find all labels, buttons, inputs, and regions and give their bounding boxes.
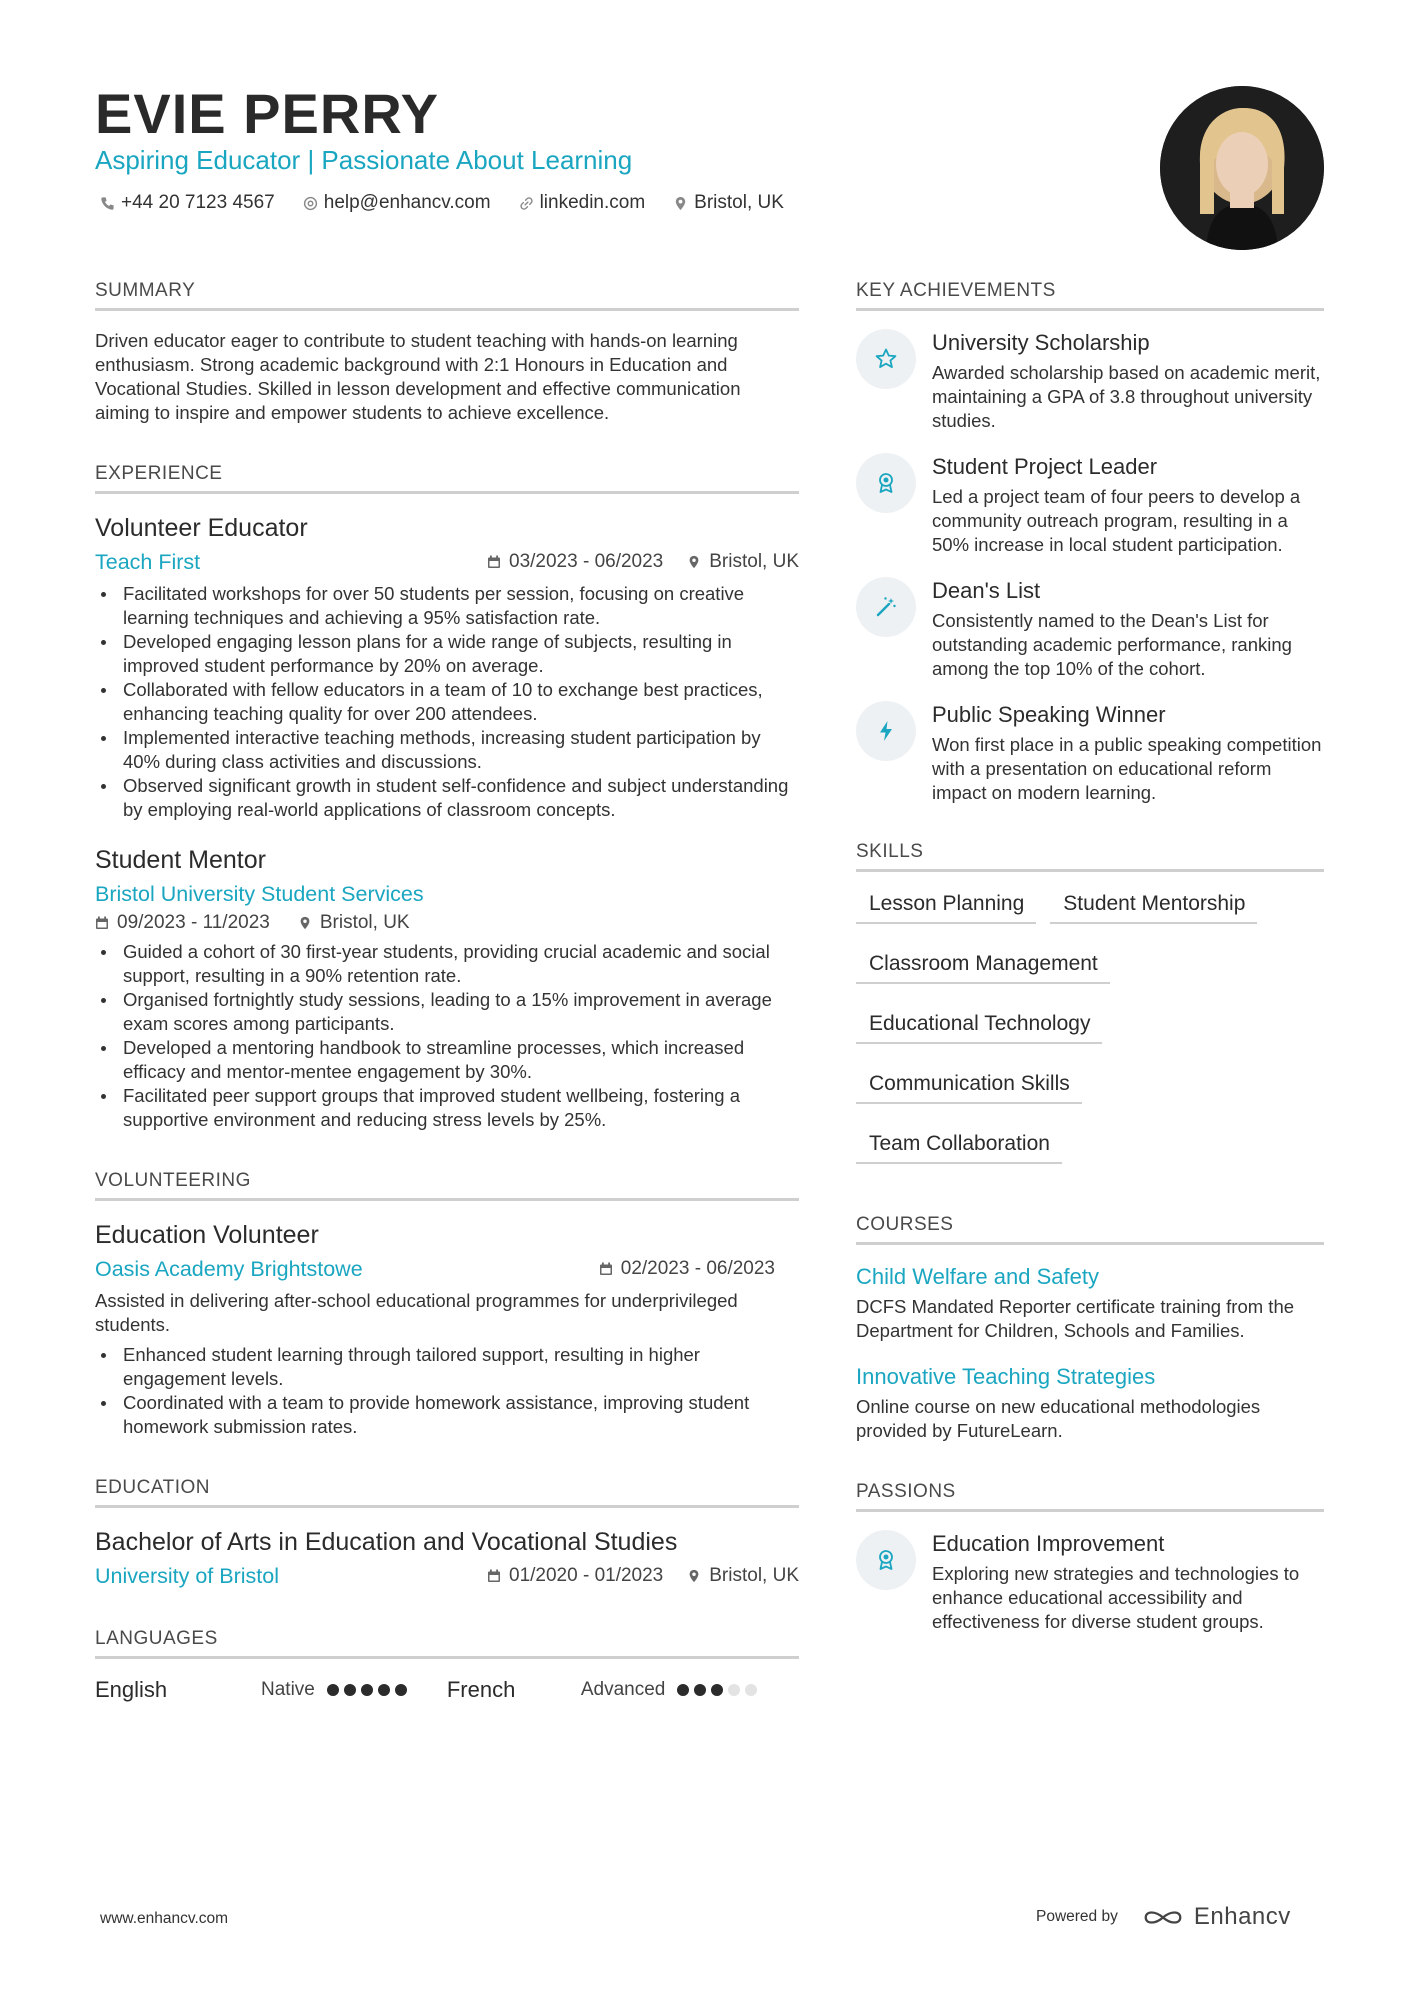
phone-text: +44 20 7123 4567 <box>121 192 275 213</box>
star-icon <box>874 347 898 371</box>
job-bullets <box>95 940 799 1132</box>
section-title-languages: LANGUAGES <box>95 1626 799 1659</box>
skill-tag: Lesson Planning <box>856 890 1036 924</box>
summary-section <box>95 278 799 425</box>
passions-section <box>856 1479 1324 1634</box>
list-item: Enhanced student learning through tailored support, resulting in higher engagement levels. <box>95 1343 799 1391</box>
volunteer-bullets <box>95 1343 799 1439</box>
list-item: Guided a cohort of 30 first-year students, providing crucial academic and social support, resulting in a 90% retention rate. <box>95 940 799 988</box>
rating-dot-filled <box>378 1684 390 1696</box>
achievement-icon <box>856 577 916 637</box>
achievement-item <box>856 577 1324 681</box>
calendar-icon <box>487 555 501 569</box>
location-pin-icon <box>687 555 701 569</box>
achievement-icon <box>856 329 916 389</box>
experience-entry <box>95 844 799 1132</box>
magic-wand-icon <box>874 595 898 619</box>
list-item: Developed engaging lesson plans for a wide range of subjects, resulting in improved student performance by 20% on average. <box>95 630 799 678</box>
achievement-body <box>932 701 1324 805</box>
location-pin-icon <box>298 916 312 930</box>
skill-tag: Student Mentorship <box>1050 890 1257 924</box>
rating-dot-filled <box>361 1684 373 1696</box>
rating-dot-filled <box>677 1684 689 1696</box>
achievement-icon <box>856 701 916 761</box>
section-title-skills: SKILLS <box>856 839 1324 872</box>
location-text: Bristol, UK <box>694 192 784 213</box>
experience-section <box>95 461 799 1132</box>
rating-dot-filled <box>344 1684 356 1696</box>
phone-icon <box>100 196 115 211</box>
volunteering-section <box>95 1168 799 1439</box>
avatar-portrait <box>1160 86 1324 250</box>
brand-name: Enhancv <box>1193 1903 1291 1930</box>
education-meta <box>487 1565 799 1587</box>
achievement-title: Dean's List <box>932 578 1041 603</box>
course-title: Child Welfare and Safety <box>856 1264 1099 1289</box>
achievement-item <box>856 329 1324 433</box>
section-title-achievements: KEY ACHIEVEMENTS <box>856 278 1324 311</box>
skill-tag: Team Collaboration <box>856 1130 1062 1164</box>
education-dates-text: 01/2020 - 01/2023 <box>509 1565 664 1586</box>
language-name: French <box>446 1677 516 1702</box>
achievement-desc: Won first place in a public speaking competition with a presentation on educational reform impact on modern learning. <box>932 734 1322 803</box>
job-dates-text: 09/2023 - 11/2023 <box>117 912 270 933</box>
company-name: Teach First <box>95 550 201 574</box>
job-title: Student Mentor <box>95 846 266 874</box>
volunteer-org: Oasis Academy Brightstowe <box>95 1257 363 1281</box>
job-location <box>687 551 799 573</box>
achievement-desc: Consistently named to the Dean's List for outstanding academic performance, ranking among the top 10% of the cohort. <box>932 610 1292 679</box>
passion-item <box>856 1530 1324 1634</box>
passion-body <box>932 1530 1324 1634</box>
job-location-text: Bristol, UK <box>319 912 410 933</box>
education-meta-row <box>95 1562 799 1590</box>
candidate-name: EVIE PERRY <box>95 82 440 145</box>
skill-tag: Communication Skills <box>856 1070 1082 1104</box>
section-title-experience: EXPERIENCE <box>95 461 799 494</box>
achievement-title: Public Speaking Winner <box>932 702 1166 727</box>
course-title: Innovative Teaching Strategies <box>856 1364 1156 1389</box>
achievement-body <box>932 577 1324 681</box>
skills-list <box>856 890 1324 1164</box>
list-item: Observed significant growth in student self-confidence and subject understanding by employing real-world applications of classroom concepts. <box>95 774 799 822</box>
experience-entry <box>95 512 799 822</box>
rating-dot-filled <box>327 1684 339 1696</box>
language-name: English <box>95 1677 168 1702</box>
brand-logo[interactable] <box>1140 1903 1291 1931</box>
course-item <box>856 1363 1324 1443</box>
location-pin-icon <box>673 196 688 211</box>
volunteer-dates-text: 02/2023 - 06/2023 <box>620 1258 775 1279</box>
contact-linkedin[interactable] <box>519 190 646 216</box>
education-section <box>95 1475 799 1590</box>
volunteer-dates <box>599 1258 775 1280</box>
course-desc: Online course on new educational methodologies provided by FutureLearn. <box>856 1396 1261 1441</box>
language-level: Advanced <box>580 1679 666 1700</box>
link-icon <box>519 196 534 211</box>
at-icon <box>303 196 318 211</box>
language-level: Native <box>261 1679 315 1700</box>
company-name: Bristol University Student Services <box>95 882 424 906</box>
left-column <box>95 278 799 1739</box>
school-name: University of Bristol <box>95 1564 279 1588</box>
volunteer-title: Education Volunteer <box>95 1221 319 1249</box>
contact-phone[interactable] <box>100 190 275 216</box>
language-rating <box>677 1684 757 1696</box>
list-item: Implemented interactive teaching methods, increasing student participation by 40% during class activities and discussions. <box>95 726 799 774</box>
section-title-volunteering: VOLUNTEERING <box>95 1168 799 1201</box>
job-location <box>298 912 410 934</box>
list-item: Organised fortnightly study sessions, leading to a 15% improvement in average exam scores among participants. <box>95 988 799 1036</box>
achievement-item <box>856 701 1324 805</box>
award-ribbon-icon <box>874 471 898 495</box>
award-ribbon-icon <box>874 1548 898 1572</box>
education-dates <box>487 1565 663 1587</box>
rating-dot-empty <box>728 1684 740 1696</box>
achievement-desc: Led a project team of four peers to develop a community outreach program, resulting in a 50% increase in local student participation. <box>932 486 1301 555</box>
achievement-icon <box>856 453 916 513</box>
section-title-education: EDUCATION <box>95 1475 799 1508</box>
job-dates-text: 03/2023 - 06/2023 <box>509 551 664 572</box>
calendar-icon <box>487 1569 501 1583</box>
email-text: help@enhancv.com <box>323 192 491 213</box>
rating-dot-empty <box>745 1684 757 1696</box>
achievement-item <box>856 453 1324 557</box>
course-item <box>856 1263 1324 1343</box>
calendar-icon <box>95 916 109 930</box>
volunteering-entry <box>95 1219 799 1439</box>
achievement-title: University Scholarship <box>932 330 1150 355</box>
passion-desc: Exploring new strategies and technologies to enhance educational accessibility and effectiveness for diverse student groups. <box>932 1563 1300 1632</box>
job-dates <box>95 912 270 934</box>
job-title: Volunteer Educator <box>95 514 308 542</box>
list-item: Coordinated with a team to provide homework assistance, improving student homework submission rates. <box>95 1391 799 1439</box>
achievement-desc: Awarded scholarship based on academic merit, maintaining a GPA of 3.8 throughout university studies. <box>932 362 1321 431</box>
right-column <box>856 278 1324 1670</box>
volunteer-meta-row <box>95 1255 799 1283</box>
achievements-section <box>856 278 1324 805</box>
section-title-summary: SUMMARY <box>95 278 799 311</box>
languages-section <box>95 1626 799 1703</box>
section-title-passions: PASSIONS <box>856 1479 1324 1512</box>
headline: Aspiring Educator | Passionate About Learning <box>95 145 633 175</box>
skill-tag: Classroom Management <box>856 950 1110 984</box>
list-item: Developed a mentoring handbook to streamline processes, which increased efficacy and mentor-mentee engagement by 30%. <box>95 1036 799 1084</box>
passion-icon <box>856 1530 916 1590</box>
degree-title: Bachelor of Arts in Education and Vocational Studies <box>95 1528 678 1556</box>
contact-bar <box>100 190 784 216</box>
location-pin-icon <box>687 1569 701 1583</box>
linkedin-text: linkedin.com <box>539 192 646 213</box>
profile-photo <box>1160 86 1324 250</box>
job-location-text: Bristol, UK <box>709 551 799 572</box>
volunteer-description: Assisted in delivering after-school educational programmes for underprivileged students. <box>95 1290 738 1335</box>
list-item: Facilitated peer support groups that improved student wellbeing, fostering a supportive environment and reducing stress levels by 25%. <box>95 1084 799 1132</box>
job-meta-row <box>95 548 799 576</box>
footer-branding <box>1036 1903 1291 1931</box>
list-item: Facilitated workshops for over 50 students per session, focusing on creative learning techniques and achieving a 95% satisfaction rate. <box>95 582 799 630</box>
achievement-body <box>932 329 1324 433</box>
skills-section <box>856 839 1324 1164</box>
rating-dot-filled <box>711 1684 723 1696</box>
footer-website[interactable]: www.enhancv.com <box>100 1910 229 1927</box>
courses-section <box>856 1212 1324 1443</box>
powered-by-text: Powered by <box>1036 1908 1118 1925</box>
section-title-courses: COURSES <box>856 1212 1324 1245</box>
list-item: Collaborated with fellow educators in a team of 10 to exchange best practices, enhancing teaching quality for over 200 attendees. <box>95 678 799 726</box>
languages-row <box>95 1677 799 1703</box>
achievement-title: Student Project Leader <box>932 454 1158 479</box>
job-bullets <box>95 582 799 822</box>
summary-text: Driven educator eager to contribute to student teaching with hands-on learning enthusiasm. Strong academic background with 2:1 Honours in Education and Vocational Studies. Skilled in lesson development and effective communication aiming to inspire and empower students to achieve excellence. <box>95 330 741 423</box>
skill-tag: Educational Technology <box>856 1010 1102 1044</box>
job-meta <box>95 912 799 934</box>
achievement-body <box>932 453 1324 557</box>
course-desc: DCFS Mandated Reporter certificate training from the Department for Children, Schools and Families. <box>856 1296 1295 1341</box>
job-meta <box>487 551 799 573</box>
lightning-bolt-icon <box>874 719 898 743</box>
education-location <box>687 1565 799 1587</box>
language-rating <box>327 1684 407 1696</box>
passion-title: Education Improvement <box>932 1531 1165 1556</box>
calendar-icon <box>599 1262 613 1276</box>
job-dates <box>487 551 663 573</box>
contact-email[interactable] <box>303 190 491 216</box>
rating-dot-filled <box>694 1684 706 1696</box>
education-location-text: Bristol, UK <box>709 1565 799 1586</box>
infinity-logo-icon <box>1140 1906 1186 1929</box>
rating-dot-filled <box>395 1684 407 1696</box>
contact-location <box>673 190 784 216</box>
